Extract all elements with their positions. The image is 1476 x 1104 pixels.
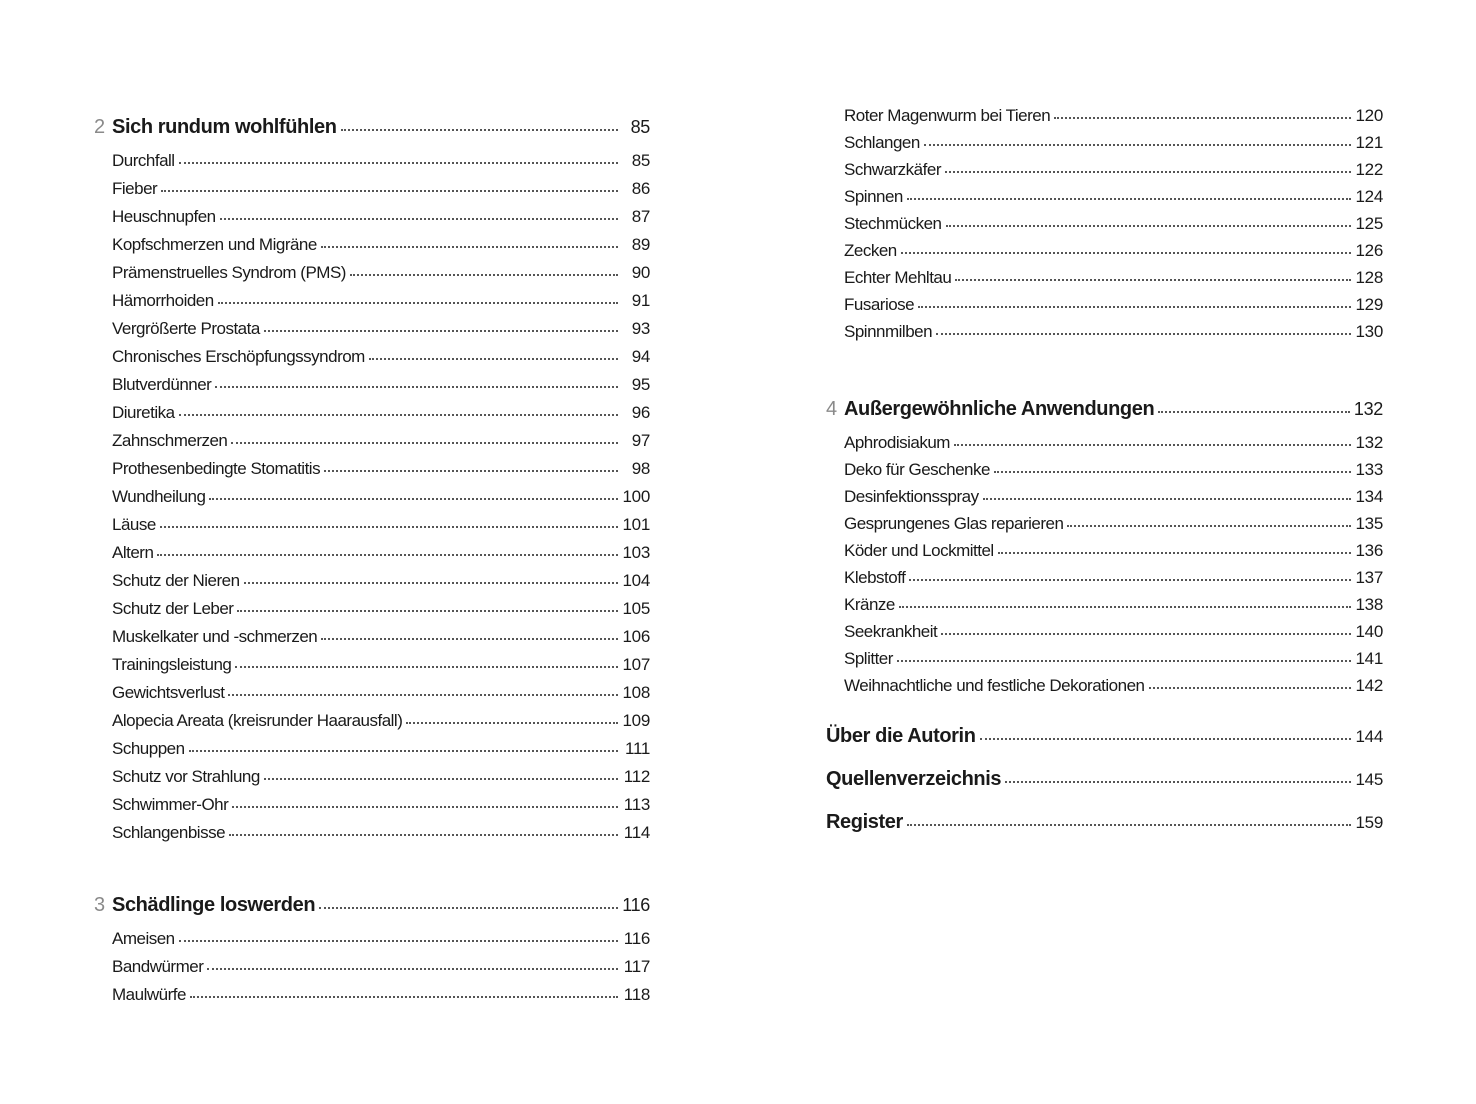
entry-page-number: 95 bbox=[631, 375, 650, 394]
dot-leader bbox=[907, 197, 1351, 200]
toc-entry[interactable] bbox=[826, 156, 1383, 183]
entry-title: Vergrößerte Prostata bbox=[112, 319, 260, 338]
entry-page-number: 114 bbox=[623, 823, 650, 842]
entry-title: Weihnachtliche und festliche Dekorationen bbox=[844, 676, 1145, 695]
dot-leader bbox=[319, 906, 618, 909]
entry-page-number: 125 bbox=[1355, 214, 1383, 233]
dot-leader bbox=[179, 413, 618, 416]
entry-page-number: 142 bbox=[1355, 676, 1383, 695]
dot-leader bbox=[244, 581, 618, 584]
toc-entry[interactable] bbox=[94, 981, 650, 1009]
toc-entry[interactable] bbox=[94, 595, 650, 623]
back-matter-title: Register bbox=[826, 811, 903, 833]
section-page-number: 116 bbox=[622, 895, 650, 915]
entry-page-number: 94 bbox=[631, 347, 650, 366]
dot-leader bbox=[321, 637, 618, 640]
section-number: 2 bbox=[94, 116, 106, 138]
dot-leader bbox=[899, 605, 1351, 608]
section-title: Schädlinge loswerden bbox=[112, 894, 316, 916]
entry-title: Hämorrhoiden bbox=[112, 291, 214, 310]
entry-title: Altern bbox=[112, 543, 154, 562]
dot-leader bbox=[1067, 524, 1351, 527]
right-page-toc bbox=[826, 102, 1383, 844]
toc-entry[interactable] bbox=[826, 264, 1383, 291]
toc-entry[interactable] bbox=[94, 735, 650, 763]
dot-leader bbox=[936, 332, 1351, 335]
dot-leader bbox=[235, 665, 618, 668]
entry-title: Desinfektionsspray bbox=[844, 487, 979, 506]
back-matter-title: Quellenverzeichnis bbox=[826, 768, 1002, 790]
entry-title: Blutverdünner bbox=[112, 375, 212, 394]
entry-title: Muskelkater und -schmerzen bbox=[112, 627, 318, 646]
toc-entry[interactable] bbox=[826, 645, 1383, 672]
dot-leader bbox=[264, 329, 618, 332]
toc-entry[interactable] bbox=[826, 564, 1383, 591]
entry-title: Schwarzkäfer bbox=[844, 160, 941, 179]
entry-title: Fieber bbox=[112, 179, 158, 198]
dot-leader bbox=[231, 441, 618, 444]
toc-entry[interactable] bbox=[826, 537, 1383, 564]
entry-title: Prämenstruelles Syndrom (PMS) bbox=[112, 263, 346, 282]
dot-leader bbox=[189, 749, 618, 752]
entry-page-number: 126 bbox=[1355, 241, 1383, 260]
back-matter-entry[interactable] bbox=[826, 801, 1383, 844]
section-number: 4 bbox=[826, 398, 838, 420]
back-matter-page-number: 144 bbox=[1355, 727, 1383, 746]
entry-title: Durchfall bbox=[112, 151, 175, 170]
section-heading[interactable] bbox=[826, 395, 1383, 429]
toc-entry[interactable] bbox=[826, 483, 1383, 510]
toc-entry[interactable] bbox=[826, 210, 1383, 237]
toc-entry[interactable] bbox=[94, 175, 650, 203]
entry-page-number: 117 bbox=[623, 957, 650, 976]
section-gap bbox=[826, 345, 1383, 395]
toc-entry[interactable] bbox=[94, 763, 650, 791]
section-title: Außergewöhnliche Anwendungen bbox=[844, 398, 1155, 420]
toc-entry[interactable] bbox=[94, 511, 650, 539]
dot-leader bbox=[341, 128, 618, 131]
entry-title: Deko für Geschenke bbox=[844, 460, 990, 479]
toc-entry[interactable] bbox=[94, 707, 650, 735]
entry-title: Schwimmer-Ohr bbox=[112, 795, 229, 814]
dot-leader bbox=[232, 805, 618, 808]
entry-title: Ameisen bbox=[112, 929, 175, 948]
toc-entry[interactable] bbox=[94, 147, 650, 175]
entry-page-number: 132 bbox=[1355, 433, 1383, 452]
dot-leader bbox=[190, 995, 618, 998]
dot-leader bbox=[998, 551, 1351, 554]
dot-leader bbox=[350, 273, 618, 276]
dot-leader bbox=[954, 443, 1351, 446]
entry-page-number: 97 bbox=[631, 431, 650, 450]
dot-leader bbox=[941, 632, 1351, 635]
entry-title: Heuschnupfen bbox=[112, 207, 216, 226]
toc-entry[interactable] bbox=[94, 953, 650, 981]
toc-entry[interactable] bbox=[94, 287, 650, 315]
entry-page-number: 140 bbox=[1355, 622, 1383, 641]
toc-entry[interactable] bbox=[94, 791, 650, 819]
toc-entry[interactable] bbox=[94, 399, 650, 427]
toc-entry[interactable] bbox=[94, 315, 650, 343]
dot-leader bbox=[324, 469, 618, 472]
dot-leader bbox=[909, 578, 1351, 581]
dot-leader bbox=[918, 305, 1351, 308]
section-title-line bbox=[112, 113, 650, 141]
entry-page-number: 108 bbox=[622, 683, 650, 702]
entry-title: Kopfschmerzen und Migräne bbox=[112, 235, 317, 254]
toc-entry[interactable] bbox=[826, 456, 1383, 483]
entry-title: Schutz der Leber bbox=[112, 599, 234, 618]
entry-page-number: 129 bbox=[1355, 295, 1383, 314]
dot-leader bbox=[229, 833, 618, 836]
toc-entry[interactable] bbox=[826, 291, 1383, 318]
dot-leader bbox=[220, 217, 618, 220]
entry-page-number: 89 bbox=[631, 235, 650, 254]
toc-entry[interactable] bbox=[94, 455, 650, 483]
entry-page-number: 105 bbox=[622, 599, 650, 618]
back-matter-page-number: 145 bbox=[1355, 770, 1383, 789]
section-gap bbox=[94, 847, 650, 891]
toc-entry[interactable] bbox=[94, 371, 650, 399]
toc-entry[interactable] bbox=[94, 539, 650, 567]
entry-title: Zahnschmerzen bbox=[112, 431, 228, 450]
entry-page-number: 130 bbox=[1355, 322, 1383, 341]
dot-leader bbox=[157, 553, 618, 556]
dot-leader bbox=[369, 357, 618, 360]
toc-entry[interactable] bbox=[826, 318, 1383, 345]
dot-leader bbox=[1158, 410, 1350, 413]
entry-page-number: 121 bbox=[1355, 133, 1383, 152]
entry-page-number: 122 bbox=[1355, 160, 1383, 179]
entry-page-number: 124 bbox=[1355, 187, 1383, 206]
toc-entry[interactable] bbox=[94, 343, 650, 371]
entry-page-number: 133 bbox=[1355, 460, 1383, 479]
toc-entry[interactable] bbox=[94, 567, 650, 595]
entry-page-number: 85 bbox=[631, 151, 650, 170]
toc-entry[interactable] bbox=[826, 429, 1383, 456]
toc-entry[interactable] bbox=[94, 259, 650, 287]
entry-page-number: 120 bbox=[1355, 106, 1383, 125]
dot-leader bbox=[160, 525, 618, 528]
toc-entry[interactable] bbox=[94, 679, 650, 707]
entry-page-number: 137 bbox=[1355, 568, 1383, 587]
dot-leader bbox=[897, 659, 1351, 662]
entry-page-number: 101 bbox=[622, 515, 650, 534]
dot-leader bbox=[264, 777, 618, 780]
dot-leader bbox=[1005, 780, 1351, 783]
entry-title: Alopecia Areata (kreisrunder Haarausfall) bbox=[112, 711, 403, 730]
entry-title: Gewichtsverlust bbox=[112, 683, 225, 702]
toc-entry[interactable] bbox=[826, 237, 1383, 264]
dot-leader bbox=[1149, 686, 1352, 689]
entry-page-number: 107 bbox=[622, 655, 650, 674]
dot-leader bbox=[179, 939, 618, 942]
toc-entry[interactable] bbox=[826, 591, 1383, 618]
dot-leader bbox=[161, 189, 618, 192]
toc-entry[interactable] bbox=[94, 819, 650, 847]
entry-page-number: 118 bbox=[623, 985, 650, 1004]
dot-leader bbox=[1054, 116, 1351, 119]
dot-leader bbox=[946, 224, 1352, 227]
section-heading[interactable] bbox=[94, 113, 650, 147]
section-title: Sich rundum wohlfühlen bbox=[112, 116, 337, 138]
entry-title: Schuppen bbox=[112, 739, 185, 758]
entry-title: Gesprungenes Glas reparieren bbox=[844, 514, 1064, 533]
entry-page-number: 106 bbox=[622, 627, 650, 646]
entry-page-number: 90 bbox=[631, 263, 650, 282]
dot-leader bbox=[907, 823, 1351, 826]
entry-title: Splitter bbox=[844, 649, 893, 668]
entry-title: Schlangenbisse bbox=[112, 823, 226, 842]
toc-entry[interactable] bbox=[94, 231, 650, 259]
entry-title: Spinnmilben bbox=[844, 322, 933, 341]
entry-title: Klebstoff bbox=[844, 568, 906, 587]
entry-title: Wundheilung bbox=[112, 487, 206, 506]
entry-page-number: 113 bbox=[623, 795, 650, 814]
entry-title: Schutz vor Strahlung bbox=[112, 767, 260, 786]
toc-entry[interactable] bbox=[826, 129, 1383, 156]
toc-entry[interactable] bbox=[94, 203, 650, 231]
entry-page-number: 141 bbox=[1355, 649, 1383, 668]
entry-page-number: 103 bbox=[622, 543, 650, 562]
entry-page-number: 109 bbox=[622, 711, 650, 730]
entry-title: Schutz der Nieren bbox=[112, 571, 240, 590]
toc-entry[interactable] bbox=[94, 483, 650, 511]
entry-title: Schlangen bbox=[844, 133, 920, 152]
entry-page-number: 98 bbox=[631, 459, 650, 478]
back-matter-entry[interactable] bbox=[826, 758, 1383, 801]
left-page-toc bbox=[94, 113, 650, 1009]
dot-leader bbox=[980, 737, 1351, 740]
toc-entry[interactable] bbox=[94, 427, 650, 455]
toc-entry[interactable] bbox=[94, 623, 650, 651]
entry-page-number: 111 bbox=[625, 739, 650, 758]
dot-leader bbox=[237, 609, 618, 612]
entry-title: Bandwürmer bbox=[112, 957, 204, 976]
entry-title: Diuretika bbox=[112, 403, 175, 422]
toc-entry[interactable] bbox=[826, 672, 1383, 699]
entry-title: Roter Magenwurm bei Tieren bbox=[844, 106, 1051, 125]
dot-leader bbox=[179, 161, 618, 164]
section-page-number: 85 bbox=[630, 117, 650, 137]
dot-leader bbox=[215, 385, 618, 388]
dot-leader bbox=[924, 143, 1351, 146]
section-title-line bbox=[844, 395, 1383, 423]
dot-leader bbox=[945, 170, 1351, 173]
section-heading[interactable] bbox=[94, 891, 650, 925]
toc-entry[interactable] bbox=[826, 183, 1383, 210]
entry-title: Läuse bbox=[112, 515, 156, 534]
entry-title: Aphrodisiakum bbox=[844, 433, 950, 452]
entry-page-number: 91 bbox=[631, 291, 650, 310]
entry-title: Fusariose bbox=[844, 295, 915, 314]
toc-entry[interactable] bbox=[826, 510, 1383, 537]
entry-page-number: 134 bbox=[1355, 487, 1383, 506]
entry-title: Prothesenbedingte Stomatitis bbox=[112, 459, 321, 478]
entry-title: Trainingsleistung bbox=[112, 655, 232, 674]
back-matter-title: Über die Autorin bbox=[826, 725, 976, 747]
entry-page-number: 112 bbox=[623, 767, 650, 786]
entry-page-number: 128 bbox=[1355, 268, 1383, 287]
toc-entry[interactable] bbox=[826, 102, 1383, 129]
dot-leader bbox=[207, 967, 618, 970]
entry-page-number: 136 bbox=[1355, 541, 1383, 560]
dot-leader bbox=[901, 251, 1351, 254]
toc-entry[interactable] bbox=[826, 618, 1383, 645]
entry-page-number: 116 bbox=[623, 929, 650, 948]
section-title-line bbox=[112, 891, 650, 919]
entry-page-number: 87 bbox=[631, 207, 650, 226]
dot-leader bbox=[406, 721, 618, 724]
section-gap bbox=[826, 699, 1383, 715]
entry-title: Echter Mehltau bbox=[844, 268, 952, 287]
entry-title: Seekrankheit bbox=[844, 622, 938, 641]
entry-title: Maulwürfe bbox=[112, 985, 186, 1004]
toc-entry[interactable] bbox=[94, 651, 650, 679]
dot-leader bbox=[209, 497, 618, 500]
entry-page-number: 96 bbox=[631, 403, 650, 422]
entry-page-number: 93 bbox=[631, 319, 650, 338]
entry-page-number: 135 bbox=[1355, 514, 1383, 533]
section-page-number: 132 bbox=[1353, 399, 1383, 419]
entry-page-number: 104 bbox=[622, 571, 650, 590]
dot-leader bbox=[321, 245, 618, 248]
dot-leader bbox=[228, 693, 618, 696]
dot-leader bbox=[955, 278, 1351, 281]
entry-title: Köder und Lockmittel bbox=[844, 541, 994, 560]
dot-leader bbox=[983, 497, 1351, 500]
toc-entry[interactable] bbox=[94, 925, 650, 953]
entry-page-number: 100 bbox=[622, 487, 650, 506]
entry-title: Kränze bbox=[844, 595, 895, 614]
entry-title: Zecken bbox=[844, 241, 897, 260]
entry-title: Spinnen bbox=[844, 187, 903, 206]
entry-title: Stechmücken bbox=[844, 214, 942, 233]
section-number: 3 bbox=[94, 894, 106, 916]
dot-leader bbox=[218, 301, 618, 304]
entry-page-number: 138 bbox=[1355, 595, 1383, 614]
entry-page-number: 86 bbox=[631, 179, 650, 198]
back-matter-entry[interactable] bbox=[826, 715, 1383, 758]
entry-title: Chronisches Erschöpfungssyndrom bbox=[112, 347, 365, 366]
dot-leader bbox=[994, 470, 1351, 473]
back-matter-page-number: 159 bbox=[1355, 813, 1383, 832]
